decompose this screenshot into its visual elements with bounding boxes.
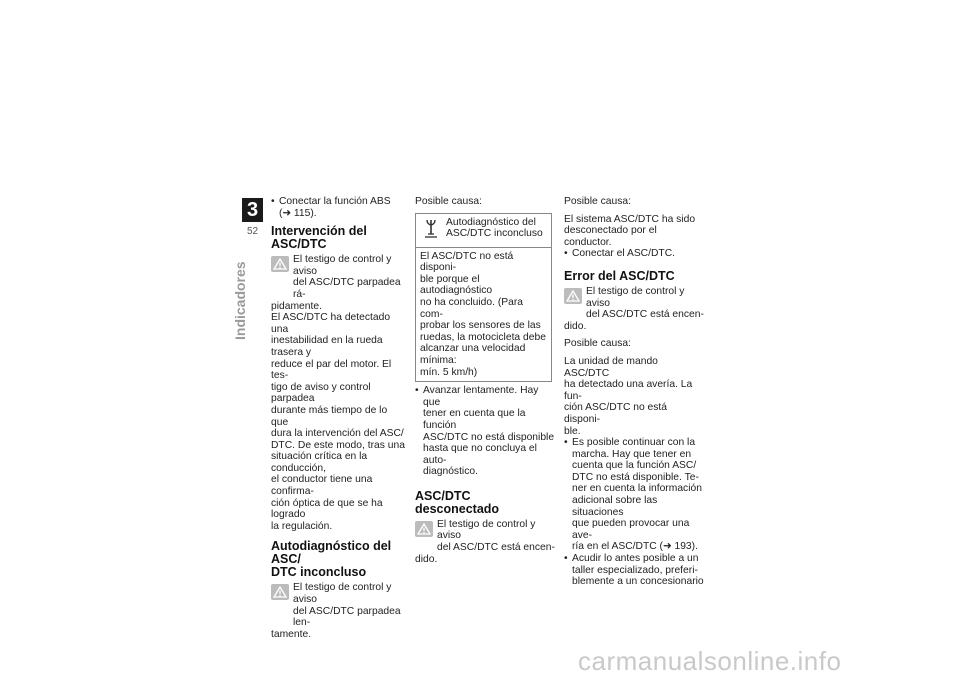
chapter-number-badge: 3 — [242, 198, 263, 222]
paragraph: La unidad de mando ASC/DTC ha detectado una avería. La fun- ción ASC/DTC no está disponi- ble. — [564, 355, 693, 437]
page-number: 52 — [246, 226, 259, 237]
page-reference[interactable]: (➜ 115). — [279, 207, 317, 219]
bullet-item: • Acudir lo antes posible a un taller especializado, preferi- blemente a un concesionario — [564, 553, 704, 588]
warning-triangle-icon — [271, 256, 289, 272]
wrench-icon — [422, 218, 440, 240]
column-2 — [415, 196, 555, 565]
table-body: El ASC/DTC no está disponi- ble porque el autodiagnóstico no ha concluido. (Para com- probar los sensores de las ruedas, la motocicleta debe alcanzar una velocidad mínima: mín. 5 km/h) — [420, 250, 546, 378]
warning-block: El testigo de control y aviso del ASC/DTC parpadea len- tamente. — [271, 582, 401, 640]
bullet-item: • Es posible continuar con la marcha. Hay que tener en cuenta que la función ASC/ DTC no está disponible. Te- ner en cuenta la información adicional sobre las situaciones que pueden provocar una ave- ría en el ASC/DTC (➜ 193). — [564, 437, 704, 553]
bullet-item: • Avanzar lentamente. Hay que tener en cuenta que la función ASC/DTC no está disponible hasta que no concluya el auto- diagnóstico. — [415, 385, 555, 478]
bullet-item: • Conectar la función ABS (➜ 115). — [271, 196, 407, 219]
info-table — [415, 213, 552, 383]
column-3: Posible causa: El sistema ASC/DTC ha sido desconectado por el conductor. • Conectar el ASC/DTC. Error del ASC/DTC El testigo de control y aviso del ASC/DTC está encen- dido. Posible causa: La unidad de mando ASC/DTC ha detectado una avería. La fun- ción ASC/DTC no está disponi- ble. • Es posible continuar con la marcha. Hay que tener en cuenta que la función ASC/ DTC no está disponible. Te- ner en cuenta la información adicional sobre las situaciones que pueden provocar una ave- ría en el ASC/DTC (➜ 193). • Acudir lo antes posible a un taller especializado, preferi- blemente a un concesionario — [564, 196, 704, 588]
paragraph: El ASC/DTC ha detectado una inestabilidad en la rueda trasera y reduce el par del motor. El tes- tigo de aviso y control parpadea durante más tiempo de lo que dura la intervención del ASC/ DTC. De este modo, tras una situación crítica en la conducción, el conductor tiene una confirma- ción óptica de que se ha logrado la regulación. — [271, 312, 405, 532]
watermark: carmanualsonline.info — [578, 646, 842, 676]
possible-cause-label: Posible causa: — [564, 196, 631, 207]
warning-block: El testigo de control y aviso del ASC/DTC está encen- dido. — [564, 285, 704, 332]
heading-self-diagnosis: Autodiagnóstico del ASC/ DTC inconcluso — [271, 539, 392, 580]
chapter-side-title: Indicadores — [232, 261, 248, 340]
warning-triangle-icon — [271, 584, 289, 600]
possible-cause-label: Posible causa: — [564, 338, 631, 350]
warning-block: El testigo de control y aviso del ASC/DTC parpadea rá- pidamente. — [271, 254, 401, 312]
warning-triangle-icon — [564, 288, 582, 304]
warning-block: El testigo de control y aviso del ASC/DTC está encen- dido. — [415, 518, 555, 565]
column-1 — [271, 196, 407, 640]
table-header: Autodiagnóstico del ASC/DTC inconcluso — [416, 214, 551, 248]
bullet-item: • Conectar el ASC/DTC. — [564, 248, 704, 260]
heading-intervention: Intervención del ASC/DTC — [271, 224, 367, 252]
possible-cause-label: Posible causa: — [415, 196, 482, 207]
heading-disconnected: ASC/DTC desconectado — [415, 488, 500, 516]
warning-triangle-icon — [415, 521, 433, 537]
heading-error: Error del ASC/DTC — [564, 268, 675, 283]
